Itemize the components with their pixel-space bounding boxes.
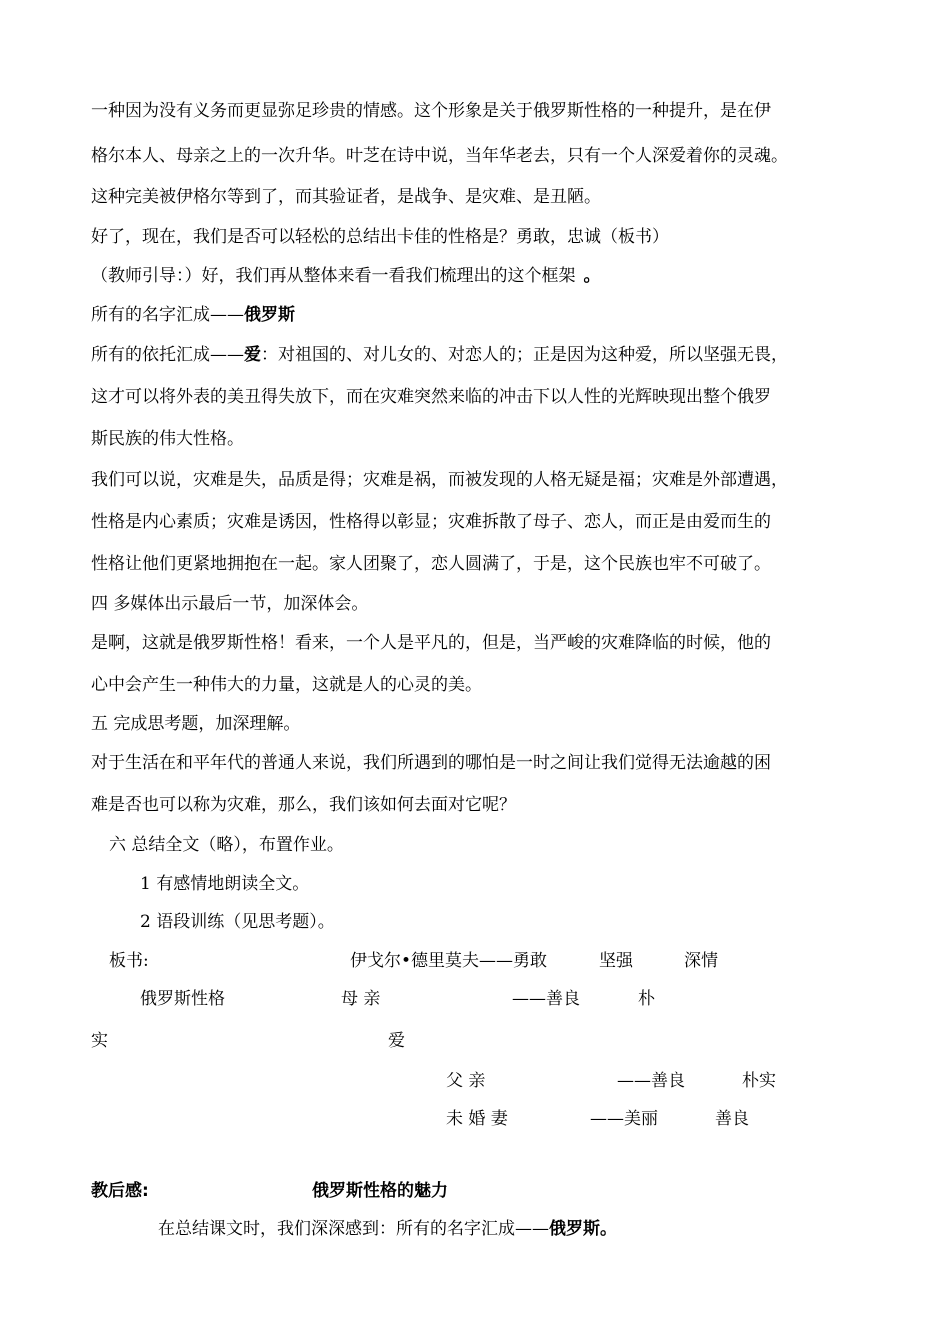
paragraph-line	[91, 347, 788, 364]
paragraph-line	[91, 307, 295, 324]
paragraph-line	[158, 1221, 617, 1238]
paragraph-line: 格尔本人、母亲之上的一次升华。叶芝在诗中说，当年华老去，只有一个人深爱着你的灵魂。	[91, 146, 788, 166]
reflection-title: 俄罗斯性格的魅力	[312, 1181, 448, 1201]
board-item: 母 亲	[341, 989, 381, 1009]
homework-item: 1 有感情地朗读全文。	[140, 874, 310, 894]
board-item: 未 婚 妻	[446, 1109, 508, 1129]
homework-item: 2 语段训练（见思考题）。	[140, 912, 335, 932]
board-item: 父 亲	[446, 1071, 486, 1091]
board-item: 爱	[388, 1031, 405, 1051]
text-span: 在总结课文时，我们深深感到：所有的名字汇成——	[158, 1219, 549, 1239]
board-item: 朴	[638, 989, 655, 1009]
paragraph-line: 好了，现在，我们是否可以轻松的总结出卡佳的性格是？勇敢，忠诚（板书）	[91, 227, 669, 247]
board-item: ——美丽	[590, 1109, 658, 1129]
board-item: 俄罗斯性格	[140, 989, 225, 1009]
reflection-label: 教后感:	[91, 1181, 149, 1201]
board-item: 坚强	[599, 951, 633, 971]
board-item: ——善良	[512, 989, 580, 1009]
board-item: ——善良	[617, 1071, 685, 1091]
paragraph-line: 这才可以将外表的美丑得失放下，而在灾难突然来临的冲击下以人性的光辉映现出整个俄罗	[91, 387, 771, 407]
paragraph-line: 斯民族的伟大性格。	[91, 429, 244, 449]
paragraph-line: 性格是内心素质；灾难是诱因，性格得以彰显；灾难拆散了母子、恋人，而正是由爱而生的	[91, 512, 771, 532]
bold-text: 爱	[244, 345, 261, 365]
paragraph-line: 是啊，这就是俄罗斯性格！看来，一个人是平凡的，但是，当严峻的灾难降临的时候，他的	[91, 633, 771, 653]
paragraph-line	[91, 268, 601, 285]
bold-mark: 。	[583, 266, 601, 286]
paragraph-line: 对于生活在和平年代的普通人来说，我们所遇到的哪怕是一时之间让我们觉得无法逾越的困	[91, 753, 771, 773]
section-heading: 五 完成思考题，加深理解。	[91, 714, 301, 734]
paragraph-line: 我们可以说，灾难是失，品质是得；灾难是祸，而被发现的人格无疑是福；灾难是外部遭遇，	[91, 470, 788, 490]
board-item: 深情	[684, 951, 718, 971]
board-item: 实	[91, 1031, 108, 1051]
text-span: 所有的名字汇成——	[91, 305, 244, 325]
section-heading: 六 总结全文（略），布置作业。	[109, 835, 344, 855]
text-span: ：对祖国的、对儿女的、对恋人的；正是因为这种爱，所以坚强无畏，	[261, 345, 788, 365]
board-item: 朴实	[742, 1071, 776, 1091]
paragraph-line: 心中会产生一种伟大的力量，这就是人的心灵的美。	[91, 675, 482, 695]
board-item: 善良	[715, 1109, 749, 1129]
board-label: 板书:	[109, 951, 149, 971]
text-span: （教师引导：）好，我们再从整体来看一看我们梳理出的这个框架	[91, 266, 576, 286]
paragraph-line: 性格让他们更紧地拥抱在一起。家人团聚了，恋人圆满了，于是，这个民族也牢不可破了。	[91, 554, 771, 574]
board-item: 伊戈尔•德里莫夫——勇敢	[350, 951, 548, 971]
section-heading: 四 多媒体出示最后一节，加深体会。	[91, 594, 369, 614]
paragraph-line: 一种因为没有义务而更显弥足珍贵的情感。这个形象是关于俄罗斯性格的一种提升，是在伊	[91, 101, 771, 121]
bold-text: 俄罗斯。	[549, 1219, 617, 1239]
bold-text: 俄罗斯	[244, 305, 295, 325]
paragraph-line: 这种完美被伊格尔等到了，而其验证者，是战争、是灾难、是丑陋。	[91, 187, 601, 207]
paragraph-line: 难是否也可以称为灾难，那么，我们该如何去面对它呢？	[91, 795, 516, 815]
text-span: 所有的依托汇成——	[91, 345, 244, 365]
